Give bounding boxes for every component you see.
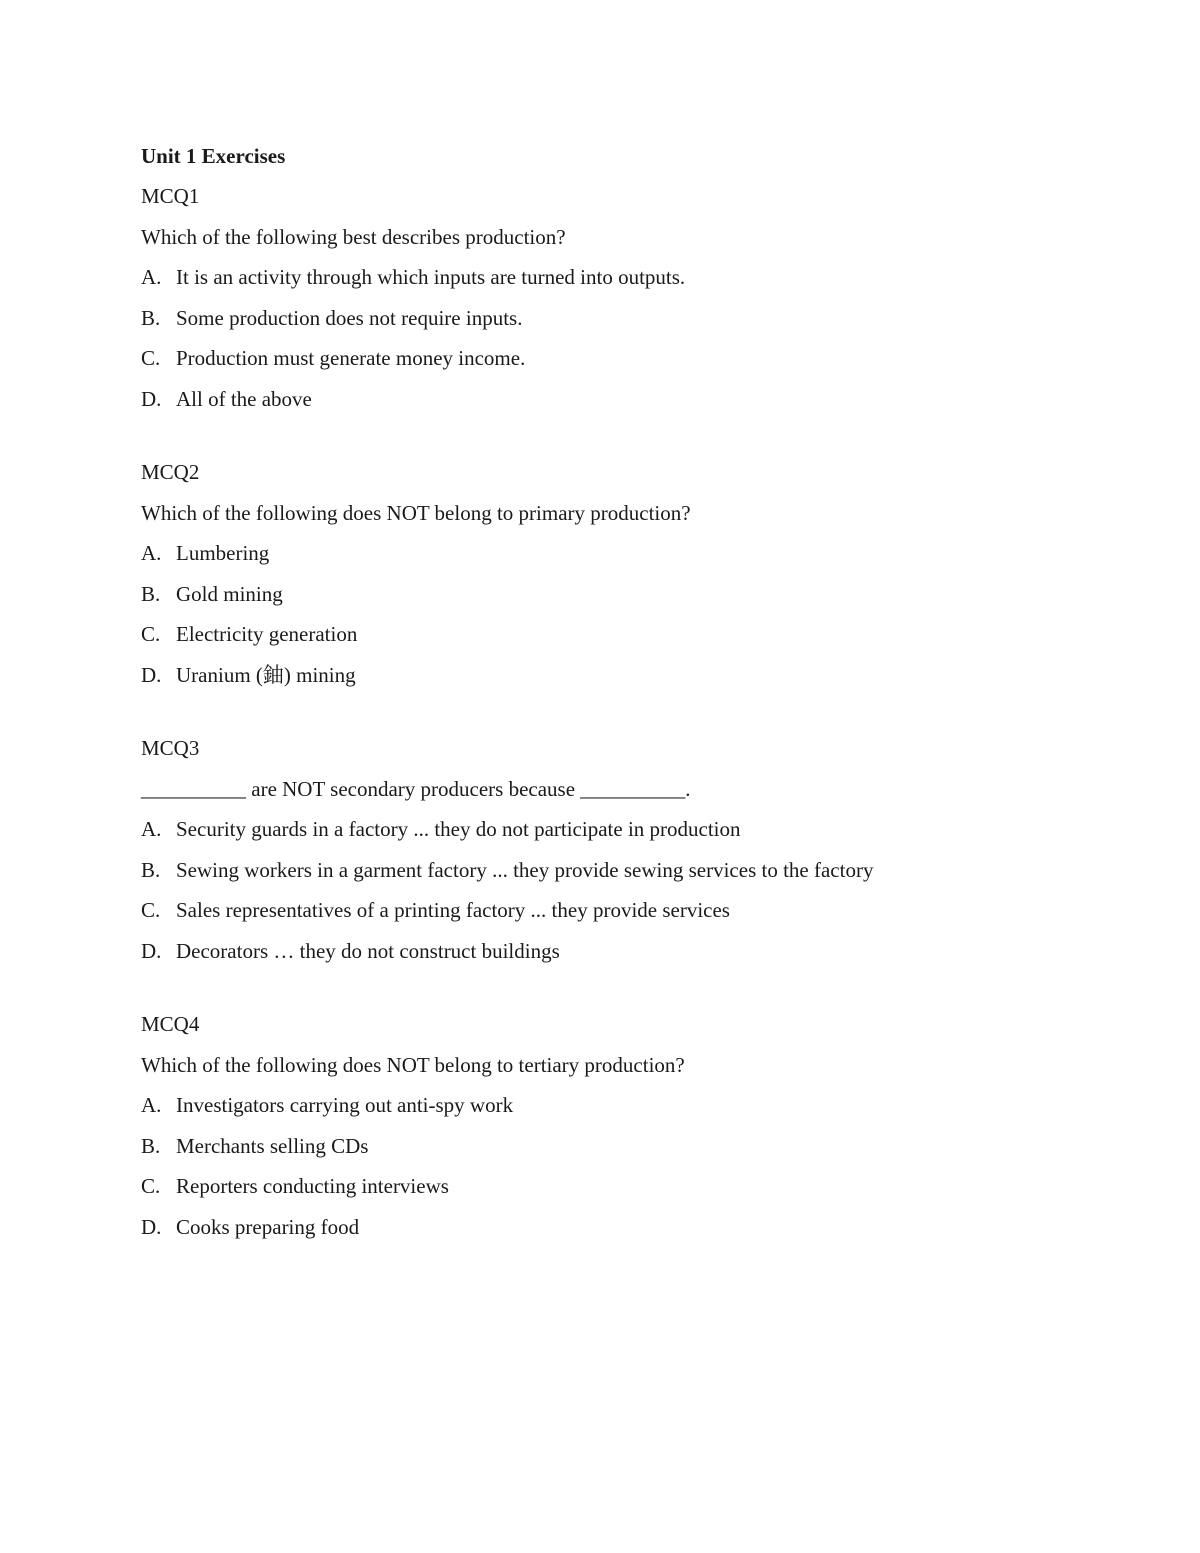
option-letter: C. — [141, 898, 161, 923]
option-d — [141, 384, 1041, 414]
option-letter: D. — [141, 386, 162, 411]
question-prompt: Which of the following best describes production? — [141, 224, 566, 249]
document-content — [141, 141, 1041, 1252]
option-a — [141, 814, 1041, 844]
page-title: Unit 1 Exercises — [141, 144, 286, 168]
option-letter: B. — [141, 581, 161, 606]
option-letter: B. — [141, 305, 161, 330]
option-letter: D. — [141, 1214, 162, 1239]
question-prompt: Which of the following does NOT belong to tertiary production? — [141, 1052, 685, 1077]
question-label: MCQ4 — [141, 1011, 200, 1036]
option-c — [141, 619, 1041, 649]
question-mcq1 — [141, 181, 1041, 414]
question-mcq2 — [141, 457, 1041, 690]
option-text: Production must generate money income. — [176, 346, 526, 371]
option-b — [141, 303, 1041, 333]
option-letter: B. — [141, 857, 161, 882]
option-a — [141, 538, 1041, 568]
option-letter: D. — [141, 938, 162, 963]
option-a — [141, 262, 1041, 292]
option-text: All of the above — [176, 386, 312, 411]
option-c — [141, 895, 1041, 925]
option-b — [141, 1131, 1041, 1161]
question-prompt: Which of the following does NOT belong to primary production? — [141, 500, 691, 525]
option-letter: C. — [141, 622, 161, 647]
question-mcq4 — [141, 1009, 1041, 1242]
question-label: MCQ2 — [141, 459, 200, 484]
option-text: Security guards in a factory ... they do not participate in production — [176, 817, 741, 842]
option-letter: C. — [141, 1174, 161, 1199]
option-letter: A. — [141, 265, 162, 290]
question-mcq3 — [141, 733, 1041, 966]
question-label: MCQ3 — [141, 735, 200, 760]
option-text: Sales representatives of a printing factory ... they provide services — [176, 898, 730, 923]
option-letter: D. — [141, 662, 162, 687]
option-text: Investigators carrying out anti-spy work — [176, 1093, 514, 1118]
question-label: MCQ1 — [141, 184, 200, 208]
option-a — [141, 1090, 1041, 1120]
option-letter: A. — [141, 817, 162, 842]
question-prompt: __________ are NOT secondary producers because __________. — [141, 776, 691, 801]
option-text: It is an activity through which inputs are turned into outputs. — [176, 265, 686, 290]
option-text: Uranium (鈾) mining — [176, 662, 356, 687]
option-text: Some production does not require inputs. — [176, 305, 523, 330]
option-d — [141, 936, 1041, 966]
option-letter: C. — [141, 346, 161, 371]
option-text: Reporters conducting interviews — [176, 1174, 449, 1199]
option-b — [141, 579, 1041, 609]
option-letter: A. — [141, 1093, 162, 1118]
option-text: Lumbering — [176, 541, 270, 566]
option-c — [141, 1171, 1041, 1201]
option-c — [141, 343, 1041, 373]
option-d — [141, 1212, 1041, 1242]
option-b — [141, 855, 1041, 885]
option-text: Decorators … they do not construct buildings — [176, 938, 560, 963]
option-text: Merchants selling CDs — [176, 1133, 369, 1158]
option-letter: B. — [141, 1133, 161, 1158]
option-text: Gold mining — [176, 581, 283, 606]
option-letter: A. — [141, 541, 162, 566]
option-d — [141, 660, 1041, 690]
option-text: Cooks preparing food — [176, 1214, 360, 1239]
option-text: Sewing workers in a garment factory ... they provide sewing services to the factory — [176, 857, 874, 882]
option-text: Electricity generation — [176, 622, 358, 647]
